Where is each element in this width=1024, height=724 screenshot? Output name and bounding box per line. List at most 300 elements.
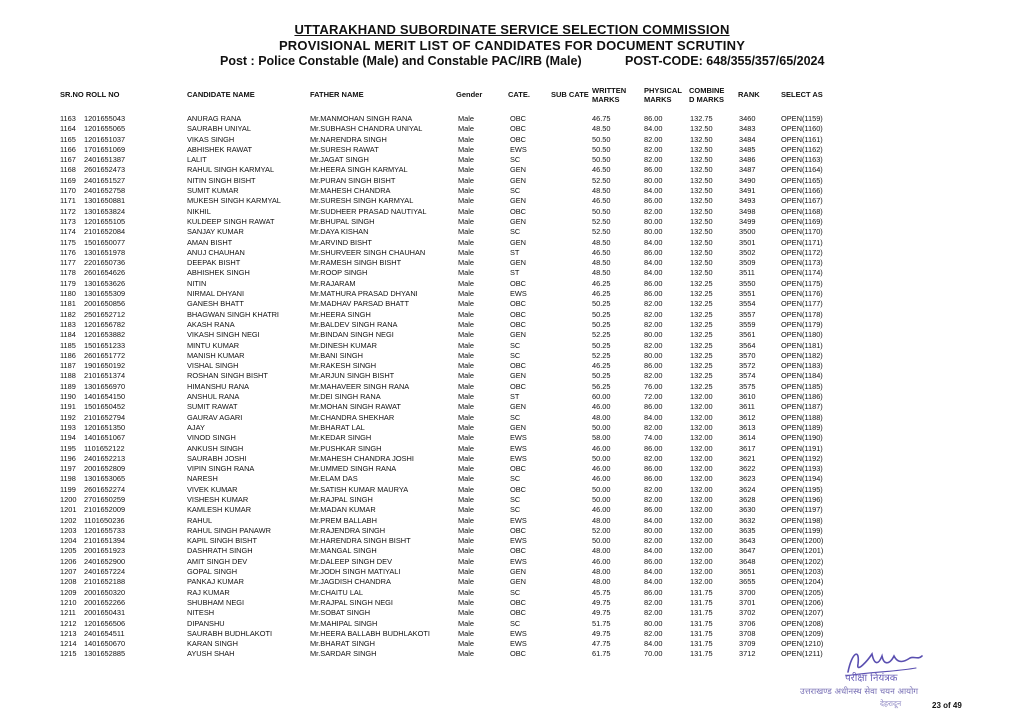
post-name: Post : Police Constable (Male) and Constable PAC/IRB (Male) (220, 54, 582, 68)
stamp-designation: परीक्षा नियंत्रक (845, 673, 898, 684)
cell-gender: Male (458, 597, 475, 607)
col-candidate-name: CANDIDATE NAME (187, 90, 255, 99)
page-number: 23 of 49 (932, 701, 962, 710)
cell-written-marks: 50.50 (592, 144, 611, 154)
cell-written-marks: 50.25 (592, 309, 611, 319)
cell-father-name: Mr.MADAN KUMAR (310, 505, 376, 515)
cell-gender: Male (458, 577, 475, 587)
cell-father-name: Mr.BHARAT SINGH (310, 639, 376, 649)
cell-select-as: OPEN(1172) (781, 247, 823, 257)
cell-written-marks: 52.50 (592, 216, 611, 226)
cell-sr-no: 1196 (60, 453, 76, 463)
cell-roll-no: 1301655309 (84, 289, 126, 299)
cell-candidate-name: AJAY (187, 422, 205, 432)
table-row (0, 186, 1024, 196)
cell-rank: 3499 (739, 216, 756, 226)
cell-roll-no: 2001650431 (84, 608, 126, 618)
cell-select-as: OPEN(1175) (781, 278, 823, 288)
cell-father-name: Mr.MAHIPAL SINGH (310, 618, 378, 628)
cell-candidate-name: VISHAL SINGH (187, 361, 239, 371)
cell-combined-marks: 132.25 (690, 299, 713, 309)
cell-father-name: Mr.MOHAN SINGH RAWAT (310, 402, 401, 412)
cell-sr-no: 1214 (60, 639, 77, 649)
col-select-as: SELECT AS (781, 90, 823, 99)
cell-category: EWS (510, 289, 527, 299)
cell-father-name: Mr.SOBAT SINGH (310, 608, 371, 618)
table-row (0, 341, 1024, 351)
cell-rank: 3610 (739, 392, 756, 402)
cell-sr-no: 1193 (60, 422, 76, 432)
cell-rank: 3487 (739, 165, 756, 175)
cell-gender: Male (458, 392, 475, 402)
cell-category: GEN (510, 237, 527, 247)
cell-category: SC (510, 350, 521, 360)
cell-combined-marks: 132.75 (690, 114, 713, 123)
cell-candidate-name: HIMANSHU RANA (187, 381, 250, 391)
cell-father-name: Mr.BANI SINGH (310, 350, 363, 360)
cell-combined-marks: 132.25 (690, 350, 713, 360)
cell-rank: 3617 (739, 443, 756, 453)
cell-combined-marks: 132.25 (690, 330, 713, 340)
table-row (0, 598, 1024, 608)
cell-select-as: OPEN(1187) (781, 402, 823, 412)
cell-roll-no: 2601652473 (84, 165, 126, 175)
cell-written-marks: 46.50 (592, 247, 611, 257)
cell-category: GEN (510, 330, 527, 340)
cell-candidate-name: BHAGWAN SINGH KHATRI (187, 309, 279, 319)
cell-roll-no: 1201655105 (84, 216, 126, 226)
cell-father-name: Mr.SARDAR SINGH (310, 649, 377, 659)
table-row (0, 567, 1024, 577)
cell-written-marks: 50.00 (592, 422, 611, 432)
cell-gender: Male (458, 381, 475, 391)
cell-category: EWS (510, 144, 527, 154)
cell-combined-marks: 132.25 (690, 381, 713, 391)
cell-rank: 3701 (739, 597, 756, 607)
cell-roll-no: 2001651923 (84, 546, 126, 556)
table-row (0, 196, 1024, 206)
cell-combined-marks: 132.50 (690, 124, 713, 134)
cell-combined-marks: 132.50 (690, 134, 713, 144)
cell-category: OBC (510, 124, 527, 134)
cell-select-as: OPEN(1185) (781, 381, 823, 391)
table-row (0, 351, 1024, 361)
cell-written-marks: 48.50 (592, 268, 611, 278)
cell-select-as: OPEN(1207) (781, 608, 824, 618)
cell-father-name: Mr.BALDEV SINGH RANA (310, 319, 398, 329)
cell-candidate-name: SHUBHAM NEGI (187, 597, 245, 607)
cell-select-as: OPEN(1174) (781, 268, 823, 278)
cell-combined-marks: 132.50 (690, 175, 713, 185)
cell-sr-no: 1175 (60, 237, 76, 247)
cell-select-as: OPEN(1173) (781, 258, 823, 268)
cell-rank: 3611 (739, 402, 755, 412)
cell-gender: Male (458, 186, 475, 196)
cell-candidate-name: NITESH (187, 608, 215, 618)
cell-select-as: OPEN(1208) (781, 618, 824, 628)
cell-roll-no: 2401652758 (84, 186, 126, 196)
cell-written-marks: 52.50 (592, 175, 611, 185)
cell-select-as: OPEN(1204) (781, 577, 824, 587)
table-row (0, 135, 1024, 145)
cell-gender: Male (458, 134, 475, 144)
cell-physical-marks: 82.00 (644, 494, 663, 504)
cell-candidate-name: NIKHIL (187, 206, 211, 216)
table-row (0, 444, 1024, 454)
cell-physical-marks: 86.00 (644, 587, 663, 597)
cell-sr-no: 1189 (60, 381, 76, 391)
cell-roll-no: 2201650736 (84, 258, 126, 268)
cell-select-as: OPEN(1165) (781, 175, 823, 185)
cell-sr-no: 1212 (60, 618, 77, 628)
cell-father-name: Mr.MADHAV PARSAD BHATT (310, 299, 409, 309)
cell-physical-marks: 82.00 (644, 144, 663, 154)
cell-candidate-name: AMIT SINGH DEV (187, 556, 248, 566)
table-row (0, 588, 1024, 598)
cell-category: OBC (510, 546, 527, 556)
cell-category: OBC (510, 464, 527, 474)
cell-category: GEN (510, 196, 527, 206)
cell-category: ST (510, 268, 520, 278)
cell-written-marks: 50.00 (592, 484, 611, 494)
cell-father-name: Mr.HEERA BALLABH BUDHLAKOTI (310, 628, 430, 638)
cell-written-marks: 46.00 (592, 474, 611, 484)
cell-combined-marks: 132.00 (690, 505, 713, 515)
cell-physical-marks: 80.00 (644, 525, 663, 535)
cell-sr-no: 1190 (60, 392, 76, 402)
cell-combined-marks: 132.00 (690, 433, 713, 443)
cell-gender: Male (458, 402, 475, 412)
table-row (0, 176, 1024, 186)
cell-gender: Male (458, 649, 475, 659)
cell-rank: 3647 (739, 546, 756, 556)
cell-gender: Male (458, 608, 475, 618)
cell-physical-marks: 84.00 (644, 515, 663, 525)
table-row (0, 165, 1024, 175)
cell-candidate-name: GAURAV AGARI (187, 412, 243, 422)
cell-sr-no: 1174 (60, 227, 76, 237)
cell-roll-no: 2101652009 (84, 505, 126, 515)
cell-sr-no: 1173 (60, 216, 76, 226)
cell-sr-no: 1203 (60, 525, 77, 535)
cell-category: SC (510, 505, 521, 515)
table-row (0, 392, 1024, 402)
cell-sr-no: 1180 (60, 289, 76, 299)
cell-father-name: Mr.SURESH RAWAT (310, 144, 379, 154)
table-row (0, 423, 1024, 433)
cell-father-name: Mr.MATHURA PRASAD DHYANI (310, 289, 418, 299)
cell-rank: 3490 (739, 175, 756, 185)
cell-sr-no: 1204 (60, 536, 77, 546)
cell-written-marks: 48.50 (592, 258, 611, 268)
cell-written-marks: 46.25 (592, 278, 611, 288)
cell-written-marks: 46.00 (592, 402, 611, 412)
cell-roll-no: 2401657224 (84, 567, 126, 577)
cell-written-marks: 52.50 (592, 227, 611, 237)
table-row (0, 557, 1024, 567)
cell-select-as: OPEN(1166) (781, 186, 823, 196)
cell-combined-marks: 132.00 (690, 392, 713, 402)
cell-father-name: Mr.MAHAVEER SINGH RANA (310, 381, 410, 391)
cell-written-marks: 46.25 (592, 289, 611, 299)
cell-select-as: OPEN(1194) (781, 474, 823, 484)
cell-father-name: Mr.MANGAL SINGH (310, 546, 377, 556)
cell-select-as: OPEN(1190) (781, 433, 823, 443)
cell-sr-no: 1167 (60, 155, 76, 165)
cell-rank: 3628 (739, 494, 756, 504)
cell-gender: Male (458, 546, 475, 556)
cell-category: SC (510, 618, 521, 628)
cell-category: GEN (510, 175, 527, 185)
cell-physical-marks: 80.00 (644, 216, 663, 226)
cell-sr-no: 1168 (60, 165, 76, 175)
cell-physical-marks: 86.00 (644, 361, 663, 371)
cell-select-as: OPEN(1164) (781, 165, 823, 175)
cell-father-name: Mr.CHANDRA SHEKHAR (310, 412, 395, 422)
cell-father-name: Mr.JAGDISH CHANDRA (310, 577, 391, 587)
cell-roll-no: 2001650856 (84, 299, 126, 309)
cell-rank: 3651 (739, 567, 756, 577)
cell-sr-no: 1185 (60, 340, 76, 350)
table-row (0, 279, 1024, 289)
stamp-city: देहरादून (880, 699, 902, 708)
table-row (0, 207, 1024, 217)
cell-written-marks: 45.75 (592, 587, 611, 597)
col-gender: Gender (456, 90, 483, 99)
cell-sr-no: 1164 (60, 124, 76, 134)
cell-rank: 3574 (739, 371, 756, 381)
cell-combined-marks: 131.75 (690, 649, 713, 659)
cell-written-marks: 56.25 (592, 381, 611, 391)
table-row (0, 516, 1024, 526)
cell-candidate-name: VIKAS SINGH (187, 134, 235, 144)
cell-physical-marks: 82.00 (644, 309, 663, 319)
cell-combined-marks: 131.75 (690, 608, 713, 618)
cell-sr-no: 1186 (60, 350, 76, 360)
cell-physical-marks: 86.00 (644, 443, 663, 453)
cell-candidate-name: KULDEEP SINGH RAWAT (187, 216, 275, 226)
cell-physical-marks: 86.00 (644, 278, 663, 288)
cell-gender: Male (458, 144, 475, 154)
cell-roll-no: 2401654511 (84, 628, 125, 638)
table-row (0, 382, 1024, 392)
cell-written-marks: 50.25 (592, 371, 611, 381)
cell-category: SC (510, 412, 521, 422)
cell-candidate-name: SAURABH BUDHLAKOTI (187, 628, 273, 638)
cell-candidate-name: LALIT (187, 155, 207, 165)
cell-rank: 3643 (739, 536, 756, 546)
cell-physical-marks: 84.00 (644, 258, 663, 268)
cell-combined-marks: 132.25 (690, 371, 713, 381)
cell-gender: Male (458, 340, 475, 350)
cell-written-marks: 50.00 (592, 536, 611, 546)
stamp-office: उत्तराखण्ड अधीनस्थ सेवा चयन आयोग (800, 687, 919, 697)
cell-sr-no: 1200 (60, 494, 77, 504)
cell-written-marks: 48.00 (592, 412, 611, 422)
cell-candidate-name: GOPAL SINGH (187, 567, 238, 577)
cell-category: SC (510, 474, 521, 484)
cell-select-as: OPEN(1211) (781, 649, 823, 659)
cell-roll-no: 1201653882 (84, 330, 126, 340)
cell-combined-marks: 132.50 (690, 227, 713, 237)
cell-father-name: Mr.DALEEP SINGH DEV (310, 556, 393, 566)
cell-rank: 3564 (739, 340, 756, 350)
cell-select-as: OPEN(1189) (781, 422, 823, 432)
cell-rank: 3635 (739, 525, 756, 535)
table-row (0, 402, 1024, 412)
cell-rank: 3648 (739, 556, 756, 566)
cell-roll-no: 2601652274 (84, 484, 126, 494)
cell-roll-no: 2401652213 (84, 453, 126, 463)
col-sub-category: SUB CATE (551, 90, 589, 99)
cell-combined-marks: 132.25 (690, 289, 713, 299)
cell-rank: 3502 (739, 247, 756, 257)
cell-sr-no: 1215 (60, 649, 77, 659)
cell-father-name: Mr.RAMESH SINGH BISHT (310, 258, 402, 268)
cell-category: OBC (510, 134, 527, 144)
cell-sr-no: 1182 (60, 309, 76, 319)
cell-father-name: Mr.KEDAR SINGH (310, 433, 372, 443)
cell-father-name: Mr.BINDAN SINGH NEGI (310, 330, 394, 340)
table-row (0, 526, 1024, 536)
cell-rank: 3491 (739, 186, 756, 196)
cell-physical-marks: 70.00 (644, 649, 663, 659)
col-father-name: FATHER NAME (310, 90, 364, 99)
cell-select-as: OPEN(1191) (781, 443, 823, 453)
cell-rank: 3557 (739, 309, 756, 319)
cell-rank: 3511 (739, 268, 755, 278)
cell-combined-marks: 132.50 (690, 186, 713, 196)
cell-sr-no: 1187 (60, 361, 76, 371)
cell-father-name: Mr.SUBHASH CHANDRA UNIYAL (310, 124, 423, 134)
cell-gender: Male (458, 175, 475, 185)
cell-roll-no: 1301652885 (84, 649, 126, 659)
cell-rank: 3613 (739, 422, 756, 432)
cell-gender: Male (458, 567, 475, 577)
table-row (0, 330, 1024, 340)
cell-rank: 3702 (739, 608, 756, 618)
cell-gender: Male (458, 515, 475, 525)
cell-physical-marks: 80.00 (644, 330, 663, 340)
cell-rank: 3485 (739, 144, 756, 154)
cell-father-name: Mr.PURAN SINGH BISHT (310, 175, 396, 185)
cell-written-marks: 49.75 (592, 608, 611, 618)
cell-combined-marks: 132.50 (690, 206, 713, 216)
cell-select-as: OPEN(1182) (781, 350, 823, 360)
table-row (0, 464, 1024, 474)
cell-physical-marks: 76.00 (644, 381, 663, 391)
cell-combined-marks: 132.00 (690, 443, 713, 453)
cell-candidate-name: AKASH RANA (187, 319, 235, 329)
cell-physical-marks: 86.00 (644, 556, 663, 566)
cell-rank: 3498 (739, 206, 756, 216)
cell-select-as: OPEN(1206) (781, 597, 824, 607)
table-row (0, 495, 1024, 505)
cell-candidate-name: ABHISHEK RAWAT (187, 144, 253, 154)
cell-sr-no: 1198 (60, 474, 76, 484)
cell-roll-no: 2401652900 (84, 556, 126, 566)
cell-candidate-name: NITIN (187, 278, 207, 288)
cell-combined-marks: 132.00 (690, 567, 713, 577)
cell-rank: 3551 (739, 289, 756, 299)
cell-candidate-name: RAHUL (187, 515, 213, 525)
cell-combined-marks: 132.00 (690, 556, 713, 566)
cell-father-name: Mr.RAKESH SINGH (310, 361, 377, 371)
cell-sr-no: 1205 (60, 546, 77, 556)
cell-gender: Male (458, 289, 475, 299)
cell-category: OBC (510, 597, 527, 607)
cell-sr-no: 1202 (60, 515, 77, 525)
cell-written-marks: 50.00 (592, 453, 611, 463)
cell-father-name: Mr.MAHESH CHANDRA JOSHI (310, 453, 414, 463)
cell-candidate-name: ROSHAN SINGH BISHT (187, 371, 268, 381)
list-subtitle: PROVISIONAL MERIT LIST OF CANDIDATES FOR DOCUMENT SCRUTINY (278, 38, 746, 53)
cell-written-marks: 52.25 (592, 350, 611, 360)
cell-roll-no: 1201655043 (84, 114, 126, 123)
cell-roll-no: 2101652794 (84, 412, 126, 422)
cell-father-name: Mr.RAJARAM (310, 278, 356, 288)
cell-written-marks: 48.00 (592, 546, 611, 556)
cell-gender: Male (458, 618, 475, 628)
cell-combined-marks: 132.00 (690, 577, 713, 587)
cell-roll-no: 2401651527 (84, 175, 126, 185)
cell-written-marks: 46.50 (592, 196, 611, 206)
cell-gender: Male (458, 556, 475, 566)
cell-category: ST (510, 247, 520, 257)
cell-category: EWS (510, 433, 527, 443)
cell-gender: Male (458, 443, 475, 453)
cell-category: ST (510, 392, 520, 402)
cell-combined-marks: 132.50 (690, 247, 713, 257)
table-header (0, 86, 1024, 110)
cell-select-as: OPEN(1195) (781, 484, 823, 494)
cell-combined-marks: 132.25 (690, 340, 713, 350)
cell-written-marks: 48.50 (592, 237, 611, 247)
cell-sr-no: 1166 (60, 144, 76, 154)
cell-father-name: Mr.RAJPAL SINGH (310, 494, 373, 504)
cell-select-as: OPEN(1193) (781, 464, 823, 474)
cell-father-name: Mr.UMMED SINGH RANA (310, 464, 397, 474)
cell-category: EWS (510, 639, 527, 649)
cell-select-as: OPEN(1180) (781, 330, 823, 340)
cell-father-name: Mr.ARVIND BISHT (310, 237, 372, 247)
cell-category: GEN (510, 216, 527, 226)
cell-category: SC (510, 587, 521, 597)
cell-combined-marks: 132.00 (690, 494, 713, 504)
cell-written-marks: 50.25 (592, 299, 611, 309)
cell-candidate-name: VISHESH KUMAR (187, 494, 249, 504)
cell-roll-no: 1201655733 (84, 525, 126, 535)
cell-physical-marks: 86.00 (644, 474, 663, 484)
cell-father-name: Mr.HARENDRA SINGH BISHT (310, 536, 411, 546)
cell-category: SC (510, 340, 521, 350)
cell-father-name: Mr.JAGAT SINGH (310, 155, 369, 165)
table-row (0, 454, 1024, 464)
cell-roll-no: 1301653824 (84, 206, 126, 216)
cell-written-marks: 52.00 (592, 525, 611, 535)
cell-roll-no: 2001652809 (84, 464, 126, 474)
cell-father-name: Mr.MANMOHAN SINGH RANA (310, 114, 413, 123)
cell-select-as: OPEN(1202) (781, 556, 824, 566)
cell-candidate-name: ANKUSH SINGH (187, 443, 244, 453)
table-row (0, 145, 1024, 155)
cell-gender: Male (458, 361, 475, 371)
cell-sr-no: 1171 (60, 196, 76, 206)
cell-gender: Male (458, 505, 475, 515)
cell-combined-marks: 131.75 (690, 639, 713, 649)
cell-roll-no: 1501650452 (84, 402, 126, 412)
cell-written-marks: 50.00 (592, 494, 611, 504)
